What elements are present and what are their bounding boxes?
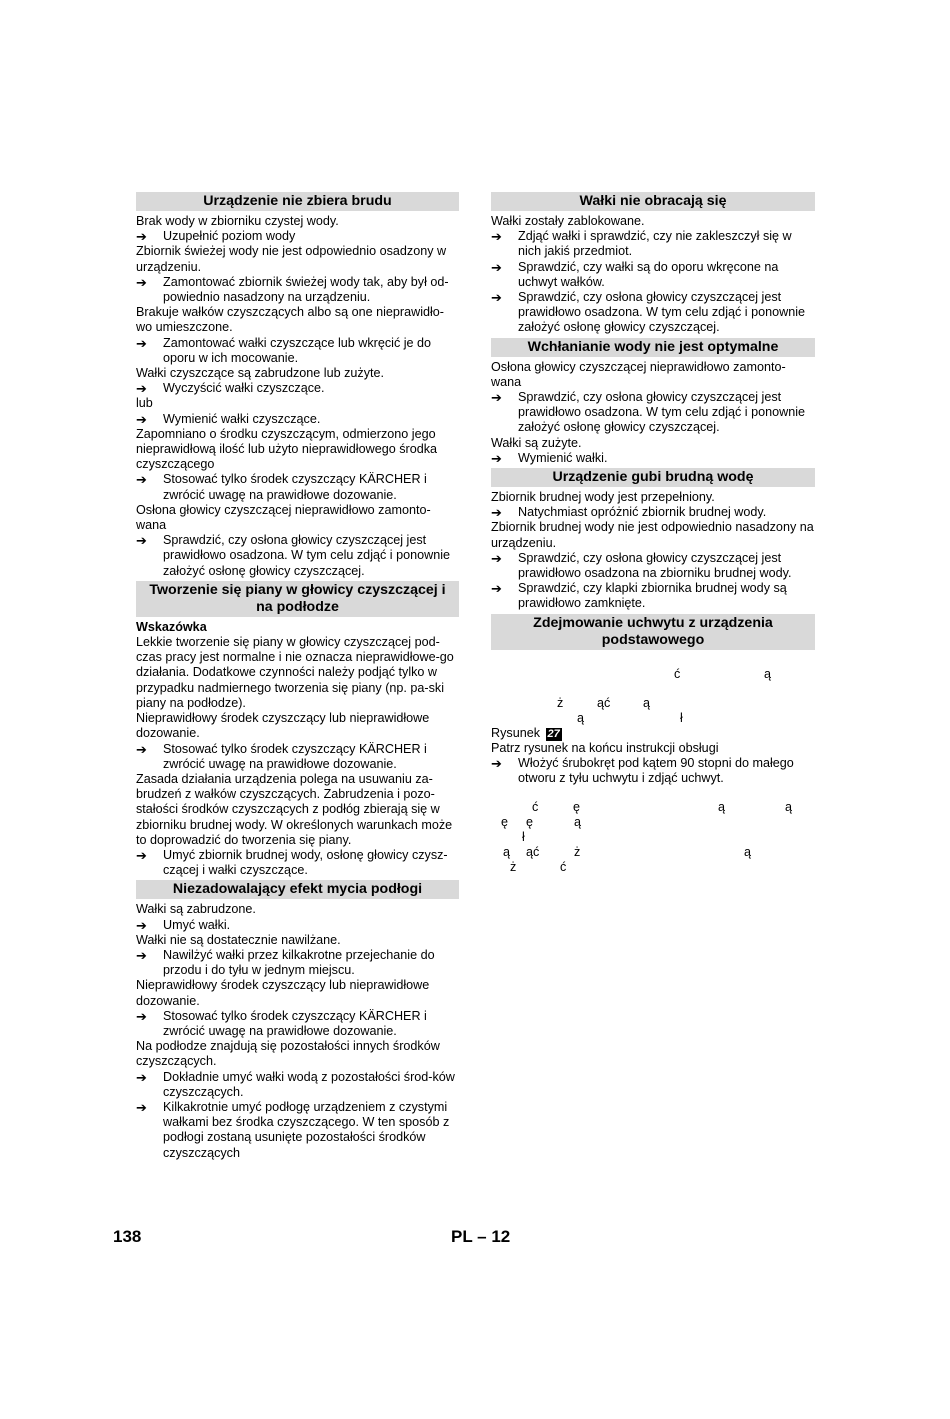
text-fragment-row: ż ć xyxy=(510,860,567,875)
section-title-water-absorption: Wchłanianie wody nie jest optymalne xyxy=(491,338,815,357)
text-fragment-row: ż ąć ą xyxy=(557,695,651,710)
arrow-right-icon: ➔ xyxy=(136,274,147,290)
page-number: 138 xyxy=(113,1227,142,1246)
arrow-right-icon: ➔ xyxy=(491,505,502,521)
cause-text: Wałki są zużyte. xyxy=(491,435,582,450)
section-title-loses-dirty-water: Urządzenie gubi brudną wodę xyxy=(491,468,815,487)
figure-reference: Rysunek 27 xyxy=(491,725,560,740)
remedy-step: ➔ Wymienić wałki czyszczące. xyxy=(136,411,321,427)
page-code: PL – 12 xyxy=(451,1227,511,1246)
cause-text: Osłona głowicy czyszczącej nieprawidłowo zamonto-wana xyxy=(136,502,431,533)
arrow-right-icon: ➔ xyxy=(136,229,147,245)
arrow-right-icon: ➔ xyxy=(136,1099,147,1115)
section-title-rollers-not-turning: Wałki nie obracają się xyxy=(491,192,815,211)
cause-text: Na podłodze znajdują się pozostałości innych środków czyszczących. xyxy=(136,1039,440,1069)
arrow-right-icon: ➔ xyxy=(491,390,502,406)
or-text: lub xyxy=(136,396,153,411)
cause-text: Zasada działania urządzenia polega na usuwaniu za-brudzeń z wałków czyszczących. Zabrudzenia i pozo-stałości środków czyszczących z podłóg zbierają się w zbiorniku brudnej wody. W określonych warunkach może to doprowadzić do tworzenia się piany. xyxy=(136,771,453,847)
cause-text: Brakuje wałków czyszczących albo są one nieprawidło-wo umieszczone. xyxy=(136,305,444,335)
remedy-step: ➔ Włożyć śrubokręt pod kątem 90 stopni do małego otworu z tyłu uchwytu i zdjąć uchwyt. xyxy=(491,756,794,786)
remedy-step: ➔ Sprawdzić, czy osłona głowicy czyszczącej jest prawidłowo osadzona. W tym celu zdjąć i ponownie założyć osłonę głowicy czyszczącej. xyxy=(136,533,450,578)
remedy-step: ➔ Nawilżyć wałki przez kilkakrotne przejechanie do przodu i do tyłu w jednym miejscu. xyxy=(136,947,435,978)
arrow-right-icon: ➔ xyxy=(491,229,502,245)
arrow-right-icon: ➔ xyxy=(136,947,147,963)
remedy-step: ➔ Zdjąć wałki i sprawdzić, czy nie zakleszczył się w nich jakiś przedmiot. xyxy=(491,229,792,259)
cause-text: Zbiornik świeżej wody nie jest odpowiednio osadzony w urządzeniu. xyxy=(136,244,447,274)
arrow-right-icon: ➔ xyxy=(491,259,502,275)
left-column xyxy=(136,192,459,1161)
text-fragment-row: ć ę ą ą xyxy=(532,800,793,815)
remedy-step: ➔ Kilkakrotnie umyć podłogę urządzeniem z czystymi wałkami bez środka czyszczącego. W ten sposób z podłogi zostaną usunięte pozostałości środków czyszczących xyxy=(136,1099,450,1160)
arrow-right-icon: ➔ xyxy=(491,581,502,597)
cause-text: Wałki są zabrudzone. xyxy=(136,902,256,917)
remedy-step: ➔ Stosować tylko środek czyszczący KÄRCHER i zwrócić uwagę na prawidłowe dozowanie. xyxy=(136,741,427,771)
arrow-right-icon: ➔ xyxy=(136,1069,147,1085)
arrow-right-icon: ➔ xyxy=(136,847,147,863)
arrow-right-icon: ➔ xyxy=(136,741,147,757)
section-title-no-dirt-pickup: Urządzenie nie zbiera brudu xyxy=(136,192,459,211)
section-title-remove-handle: Zdejmowanie uchwytu z urządzenia podstawowego xyxy=(491,614,815,650)
remedy-step: ➔ Sprawdzić, czy wałki są do oporu wkręcone na uchwyt wałków. xyxy=(491,259,779,289)
remedy-step: ➔ Zamontować wałki czyszczące lub wkręcić je do oporu w ich mocowanie. xyxy=(136,335,432,365)
arrow-right-icon: ➔ xyxy=(136,411,147,427)
text-fragment-row: ł xyxy=(522,830,525,845)
arrow-right-icon: ➔ xyxy=(491,756,502,772)
arrow-right-icon: ➔ xyxy=(491,550,502,566)
remedy-step: ➔ Sprawdzić, czy klapki zbiornika brudnej wody są prawidłowo zamknięte. xyxy=(491,581,787,611)
remedy-step: ➔ Stosować tylko środek czyszczący KÄRCHER i zwrócić uwagę na prawidłowe dozowanie. xyxy=(136,472,427,502)
arrow-right-icon: ➔ xyxy=(136,917,147,933)
arrow-right-icon: ➔ xyxy=(136,533,147,549)
text-fragment-row: ą ł xyxy=(577,710,683,725)
cause-text: Nieprawidłowy środek czyszczący lub nieprawidłowe dozowanie. xyxy=(136,978,430,1008)
text-fragment-row: ę ę ą xyxy=(501,815,582,830)
remedy-step: ➔ Sprawdzić, czy osłona głowicy czyszczącej jest prawidłowo osadzona na zbiorniku brudnej wody. xyxy=(491,550,792,581)
remedy-step: ➔ Zamontować zbiornik świeżej wody tak, aby był od-powiednio nasadzony na urządzeniu. xyxy=(136,274,449,305)
cause-text: Nieprawidłowy środek czyszczący lub nieprawidłowe dozowanie. xyxy=(136,711,430,741)
cause-text: Zbiornik brudnej wody nie jest odpowiednio nasadzony na urządzeniu. xyxy=(491,520,814,550)
figure-number-badge: 27 xyxy=(547,727,560,740)
remedy-step: ➔ Umyć zbiornik brudnej wody, osłonę głowicy czysz-czącej i wałki czyszczące. xyxy=(136,847,448,878)
cause-text: Wałki zostały zablokowane. xyxy=(491,214,645,228)
arrow-right-icon: ➔ xyxy=(491,450,502,466)
section-title-poor-cleaning: Niezadowalający efekt mycia podłogi xyxy=(136,880,459,899)
note-text: Lekkie tworzenie się piany w głowicy czyszczącej pod-czas pracy jest normalne i nie oznacza nieprawidłowe-go działania. Dodatkowe czynności należy podjąć tylko w przypadku nadmiernego tworzenia się piany (np. pa-ski piany na podłodze). xyxy=(136,635,454,710)
cause-text: Osłona głowicy czyszczącej nieprawidłowo zamonto-wana xyxy=(491,359,786,389)
remedy-step: ➔ Natychmiast opróżnić zbiornik brudnej wody. xyxy=(491,505,767,521)
arrow-right-icon: ➔ xyxy=(491,290,502,306)
arrow-right-icon: ➔ xyxy=(136,381,147,397)
remedy-step: ➔ Dokładnie umyć wałki wodą z pozostałości środ-ków czyszczących. xyxy=(136,1069,455,1099)
cause-text: Zbiornik brudnej wody jest przepełniony. xyxy=(491,490,715,505)
remedy-step: ➔ Uzupełnić poziom wody xyxy=(136,229,296,245)
section-title-foam: Tworzenie się piany w głowicy czyszczącej i na podłodze xyxy=(136,581,459,617)
cause-text: Zapomniano o środku czyszczącym, odmierzono jego nieprawidłową ilość lub użyto nieprawidłowego środka czyszczącego xyxy=(136,426,438,472)
remedy-step: ➔ Stosować tylko środek czyszczący KÄRCHER i zwrócić uwagę na prawidłowe dozowanie. xyxy=(136,1008,427,1038)
remedy-step: ➔ Wyczyścić wałki czyszczące. xyxy=(136,381,325,397)
remedy-step: ➔ Umyć wałki. xyxy=(136,917,231,933)
arrow-right-icon: ➔ xyxy=(136,1008,147,1024)
arrow-right-icon: ➔ xyxy=(136,472,147,488)
text-fragment-row: ą ąć ż ą xyxy=(503,845,752,860)
note-label: Wskazówka xyxy=(136,619,207,634)
arrow-right-icon: ➔ xyxy=(136,335,147,351)
cause-text: Wałki nie są dostatecznie nawilżane. xyxy=(136,932,341,947)
cause-text: Wałki czyszczące są zabrudzone lub zużyte. xyxy=(136,366,385,381)
remedy-step: ➔ Wymienić wałki. xyxy=(491,450,608,466)
figure-note: Patrz rysunek na końcu instrukcji obsługi xyxy=(491,740,719,755)
text-fragment-row: ć ą xyxy=(674,666,772,681)
cause-text: Brak wody w zbiorniku czystej wody. xyxy=(136,214,339,228)
remedy-step: ➔ Sprawdzić, czy osłona głowicy czyszczącej jest prawidłowo osadzona. W tym celu zdjąć i ponownie założyć osłonę głowicy czyszczącej. xyxy=(491,390,805,435)
remedy-step: ➔ Sprawdzić, czy osłona głowicy czyszczącej jest prawidłowo osadzona. W tym celu zdjąć i ponownie założyć osłonę głowicy czyszczącej. xyxy=(491,290,805,335)
right-column xyxy=(491,192,815,875)
